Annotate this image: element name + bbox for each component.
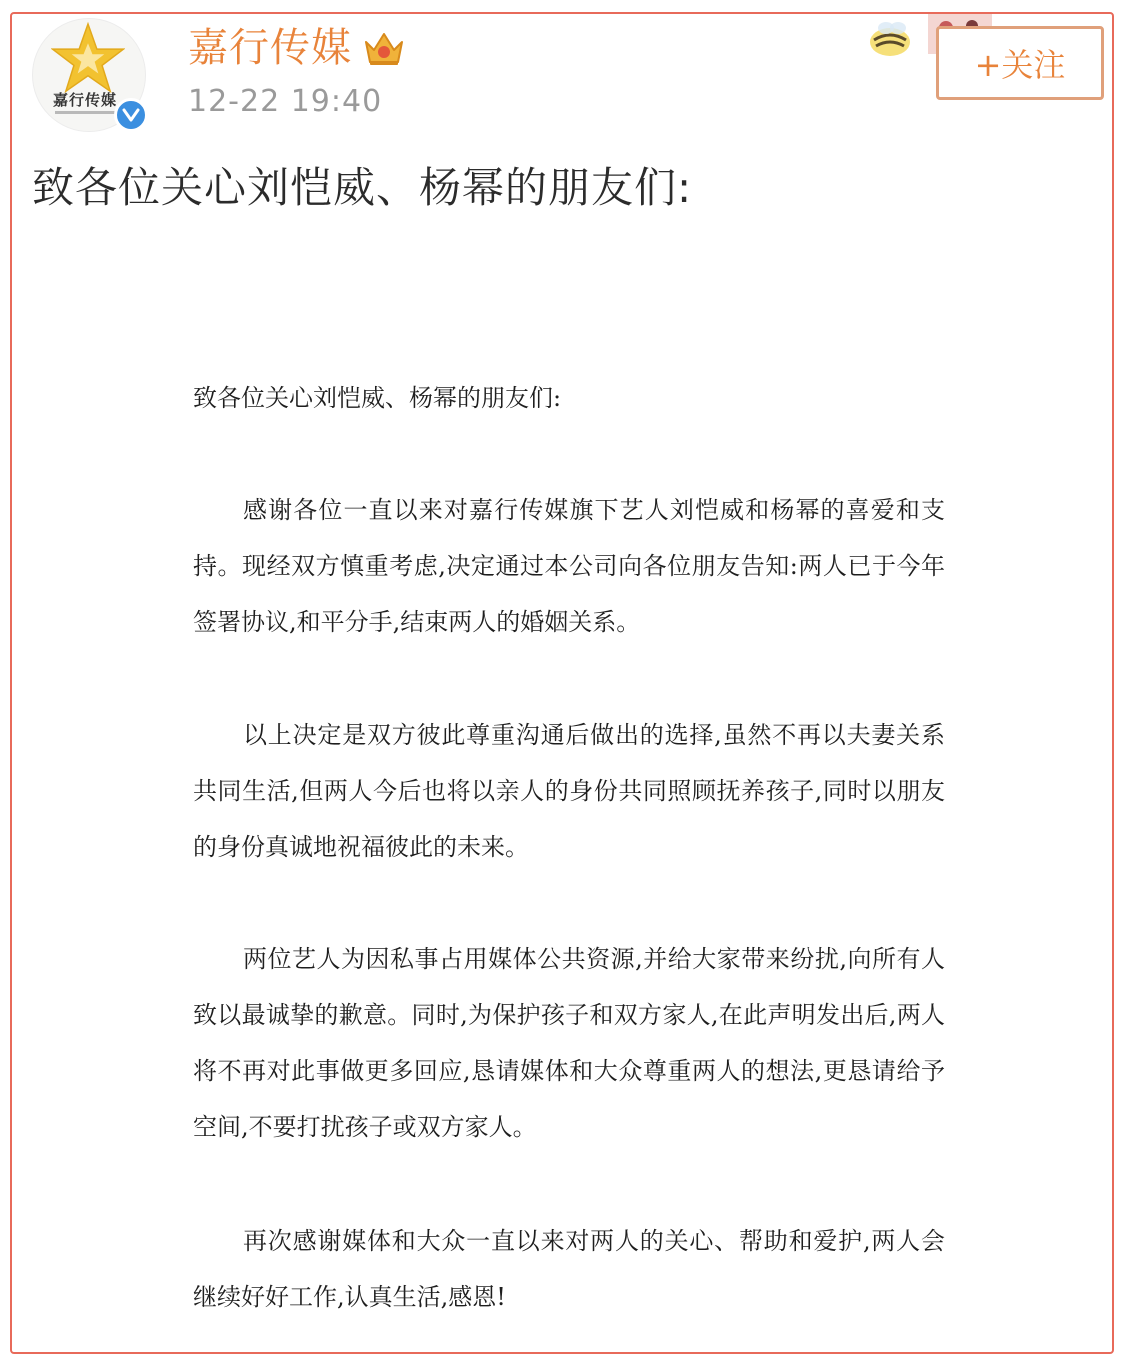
verified-badge-icon	[114, 98, 148, 132]
follow-button[interactable]: +关注	[936, 26, 1104, 100]
post-timestamp[interactable]: 12-22 19:40	[188, 84, 383, 119]
star-logo-icon	[51, 21, 125, 95]
account-name[interactable]: 嘉行传媒	[188, 25, 352, 71]
avatar-brand-underline	[55, 111, 115, 114]
letter-salutation: 致各位关心刘恺威、杨幂的朋友们:	[193, 384, 562, 412]
avatar-brand-text: 嘉行传媒	[53, 91, 118, 109]
post-title: 致各位关心刘恺威、杨幂的朋友们:	[32, 163, 693, 212]
letter-paragraph-3: 两位艺人为因私事占用媒体公共资源,并给大家带来纷扰,向所有人致以最诚挚的歉意。同时,为保护孩子和双方家人,在此声明发出后,两人将不再对此事做更多回应,恳请媒体和大众尊重两人的想法,更恳请给予空间,不要打扰孩子或双方家人。	[193, 945, 945, 1141]
letter-paragraph-1: 感谢各位一直以来对嘉行传媒旗下艺人刘恺威和杨幂的喜爱和支持。现经双方慎重考虑,决定通过本公司向各位朋友告知:两人已于今年签署协议,和平分手,结束两人的婚姻关系。	[193, 496, 945, 636]
letter-paragraph-2: 以上决定是双方彼此尊重沟通后做出的选择,虽然不再以夫妻关系共同生活,但两人今后也将以亲人的身份共同照顾抚养孩子,同时以朋友的身份真诚地祝福彼此的未来。	[193, 721, 945, 861]
crown-icon	[362, 28, 406, 68]
letter-paragraph-4: 再次感谢媒体和大众一直以来对两人的关心、帮助和爱护,两人会继续好好工作,认真生活,感恩!	[193, 1227, 945, 1311]
